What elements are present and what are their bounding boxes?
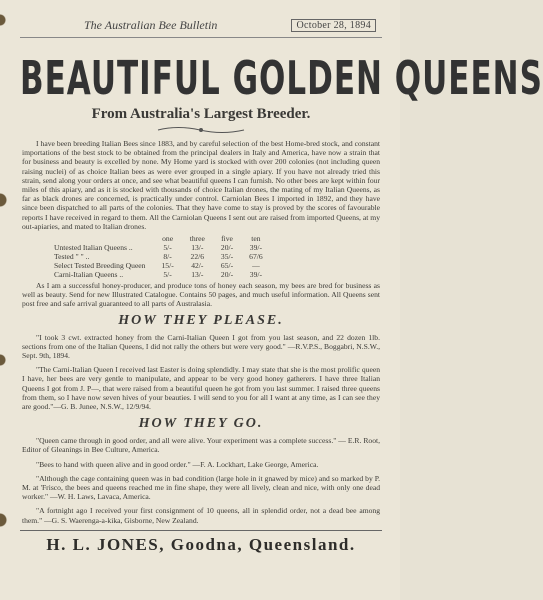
ad-subtitle: From Australia's Largest Breeder. [91, 106, 311, 122]
torn-edge [0, 0, 12, 600]
price-row [54, 252, 271, 261]
price-header: five [221, 234, 233, 244]
issue-date: October 28, 1894 [291, 19, 376, 32]
price-table [54, 234, 271, 279]
price-value: 5/- [163, 243, 172, 253]
price-value: 67/6 [249, 252, 263, 262]
price-value: 20/- [220, 243, 234, 253]
footer-rule [20, 530, 382, 531]
ad-title: BEAUTIFUL GOLDEN QUEENS [20, 52, 543, 106]
price-header: one [162, 234, 174, 244]
price-header: three [189, 234, 205, 244]
testimonial: "Bees to hand with queen alive and in good order." —F. A. Lockhart, Lake George, America. [36, 459, 319, 469]
page-header [84, 18, 376, 33]
intro-paragraph: I have been breeding Italian Bees since 1883, and by careful selection of the best Home-bred stock, and constant importations of the best stock to be obtained from the principal dealers in Italy and America, have now a strain that for business and beauty is excelled by none. My Home yard is stocked with over 200 colonies (not including queen raising nuclei) of as choice Italian bees as were ever grouped in a single apiary. If you have not already tried this strain, send along your orders at once, and see what beautiful queens I can furnish. No other bees are kept within four miles of this apiary, and as it is stocked with thousands of choice Italian drones, the mating of my Italian Queens, as far as black drones are concerned, is practically under control. Carniolan Bees I imported in 1892, and they have since been dispatched to all parts of the colonies. That they have come to stay is proved by the scores of favourable reports I have received in regard to them. All the Carniolan Queens I sent out are raised from imported Queens, at my out-apiaries, and mated to Italian drones. [22, 139, 380, 231]
price-value: 22/6 [190, 252, 205, 262]
price-value: 15/- [161, 261, 174, 271]
price-value: 42/- [191, 261, 204, 271]
price-item-name: Select Tested Breeding Queen [54, 261, 146, 271]
journal-name: The Australian Bee Bulletin [84, 18, 218, 32]
price-value: — [252, 261, 260, 271]
price-row [54, 270, 271, 279]
price-item-name: Untested Italian Queens .. [54, 243, 133, 253]
testimonial: "A fortnight ago I received your first consignment of 10 queens, all in splendid order, not a dead bee among them." —G. S. Waerenga-a-kika, Gisborne, New Zealand. [22, 506, 380, 525]
section-heading-go: HOW THEY GO. [138, 416, 264, 432]
price-value: 20/- [220, 270, 234, 280]
price-header: ten [251, 234, 261, 244]
testimonial: "I took 3 cwt. extracted honey from the Carni-Italian Queen I got from you last season, and 22 dozen 1lb. sections from one of the Italian Queens, I did not rally the others but were very good." —R.V.P.S., Boggabri, N.S.W., Sept. 9th, 1894. [22, 332, 380, 361]
testimonial: "Although the cage containing queen was in bad condition (large hole in it gnawed by mice) and so marked by P. M. at 'Frisco, the bees and queens reached me in fine shape, they were all lively, clean and nice, with only one dead worker." —W. H. Laws, Lavaca, America. [22, 473, 380, 502]
testimonial: "The Carni-Italian Queen I received last Easter is doing splendidly. I may state that she is the most prolific queen I have, her bees are very gentle to manipulate, and appear to be very good honey gatherers. I have three Italian Queens I got from J. P—, that were raised from a beautiful queen he got from you last summer. I raised three queens from them, so I have now seven hives of your beauties. I will send to you for all I want at any time, as I can see they are good."—G. B. Junee, N.S.W., 12/9/94. [22, 365, 380, 412]
price-value: 13/- [191, 243, 204, 253]
price-item-name: Carni-Italian Queens .. [54, 270, 124, 280]
price-header-blank [54, 234, 153, 243]
price-row [54, 243, 271, 252]
price-value: 5/- [163, 270, 172, 280]
price-value: 39/- [249, 270, 263, 280]
price-value: 65/- [220, 261, 234, 271]
testimonial: "Queen came through in good order, and all were alive. Your experiment was a complete success." — E.R. Root, Editor of Gleanings in Bee Culture, America. [22, 436, 380, 455]
business-paragraph: As I am a successful honey-producer, and produce tons of honey each season, my bees are bred for business as well as beauty. Send for new Illustrated Catalogue. Contains 50 pages, and much useful information. All Queens sent post free and safe arrival guaranteed to all parts of Australasia. [22, 281, 380, 309]
price-item-name: Tested " " .. [54, 252, 90, 262]
price-header-row [54, 234, 271, 243]
price-row [54, 261, 271, 270]
price-value: 35/- [220, 252, 234, 262]
advertiser-name: H. L. JONES, Goodna, Queensland. [46, 534, 356, 554]
section-heading-please: HOW THEY PLEASE. [118, 312, 284, 328]
header-rule [20, 37, 382, 38]
price-value: 8/- [163, 252, 172, 262]
price-value: 13/- [191, 270, 204, 280]
ornament-divider [156, 125, 246, 135]
price-value: 39/- [249, 243, 263, 253]
